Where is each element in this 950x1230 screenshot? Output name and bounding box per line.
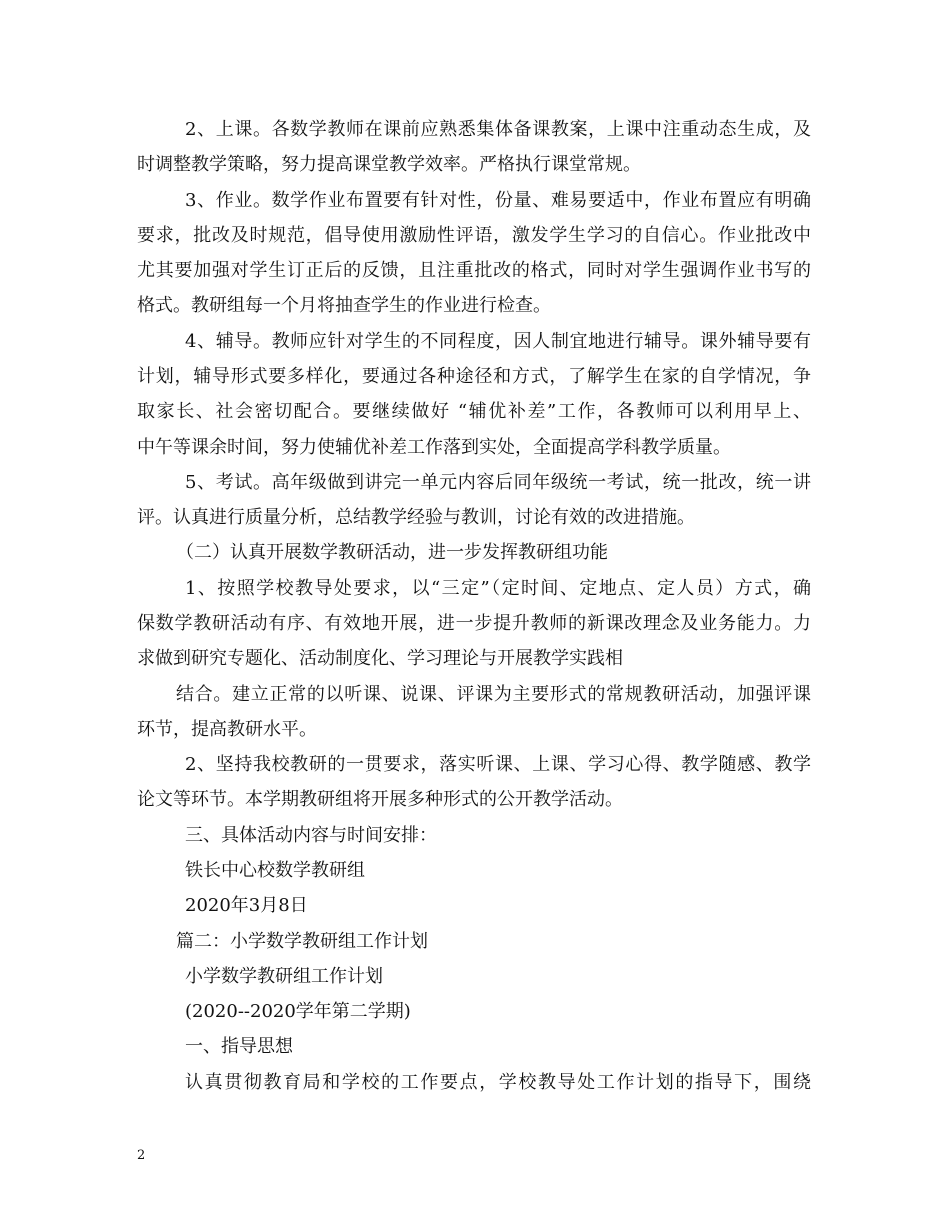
page-number: 2 [137, 1148, 146, 1163]
text-line: 计划，辅导形式要多样化，要通过各种途径和方式，了解学生在家的自学情况，争 [137, 366, 811, 387]
article-heading: 篇二：小学数学教研组工作计划 [176, 931, 428, 952]
document-title: 小学数学教研组工作计划 [185, 966, 383, 987]
section-heading: 三、具体活动内容与时间安排： [185, 825, 437, 846]
text-line: 保数学教研活动有序、有效地开展，进一步提升教师的新课改理念及业务能力。力 [137, 613, 811, 634]
text-line: 中午等课余时间，努力使辅优补差工作落到实处，全面提高学科教学质量。 [137, 437, 731, 458]
text-line: 2、上课。各数学教师在课前应熟悉集体备课教案，上课中注重动态生成，及 [185, 119, 811, 140]
text-line: 格式。教研组每一个月将抽查学生的作业进行检查。 [137, 295, 551, 316]
text-line: 论文等环节。本学期教研组将开展多种形式的公开教学活动。 [137, 789, 623, 810]
text-line: 时调整教学策略，努力提高课堂教学效率。严格执行课堂常规。 [137, 154, 641, 175]
section-heading: 一、指导思想 [185, 1036, 293, 1057]
text-line: 5、考试。高年级做到讲完一单元内容后同年级统一考试，统一批改，统一讲 [185, 472, 811, 493]
text-line: 要求，批改及时规范，倡导使用激励性评语，激发学生学习的自信心。作业批改中 [137, 225, 811, 246]
text-line: 取家长、社会密切配合。要继续做好 “辅优补差”工作，各教师可以利用早上、 [137, 401, 811, 422]
text-line: 认真贯彻教育局和学校的工作要点，学校教导处工作计划的指导下，围绕 [185, 1072, 811, 1093]
signature-org: 铁长中心校数学教研组 [185, 860, 365, 881]
section-heading: （二）认真开展数学教研活动，进一步发挥教研组功能 [176, 542, 608, 563]
text-line: 环节，提高教研水平。 [137, 719, 317, 740]
text-line: 结合。建立正常的以听课、说课、评课为主要形式的常规教研活动，加强评课 [176, 684, 811, 705]
text-line: 2、坚持我校教研的一贯要求，落实听课、上课、学习心得、教学随感、教学 [185, 754, 811, 775]
text-line: 求做到研究专题化、活动制度化、学习理论与开展教学实践相 [137, 648, 623, 669]
signature-date: 2020年3月8日 [185, 895, 308, 916]
document-subtitle: (2020--2020学年第二学期) [185, 1001, 411, 1022]
text-line: 4、辅导。教师应针对学生的不同程度，因人制宜地进行辅导。课外辅导要有 [185, 331, 811, 352]
text-line: 尤其要加强对学生订正后的反馈，且注重批改的格式，同时对学生强调作业书写的 [137, 260, 811, 281]
text-line: 评。认真进行质量分析，总结教学经验与教训，讨论有效的改进措施。 [137, 507, 695, 528]
text-line: 1、按照学校教导处要求，以“三定”（定时间、定地点、定人员）方式，确 [185, 578, 811, 599]
text-line: 3、作业。数学作业布置要有针对性，份量、难易要适中，作业布置应有明确 [185, 190, 811, 211]
